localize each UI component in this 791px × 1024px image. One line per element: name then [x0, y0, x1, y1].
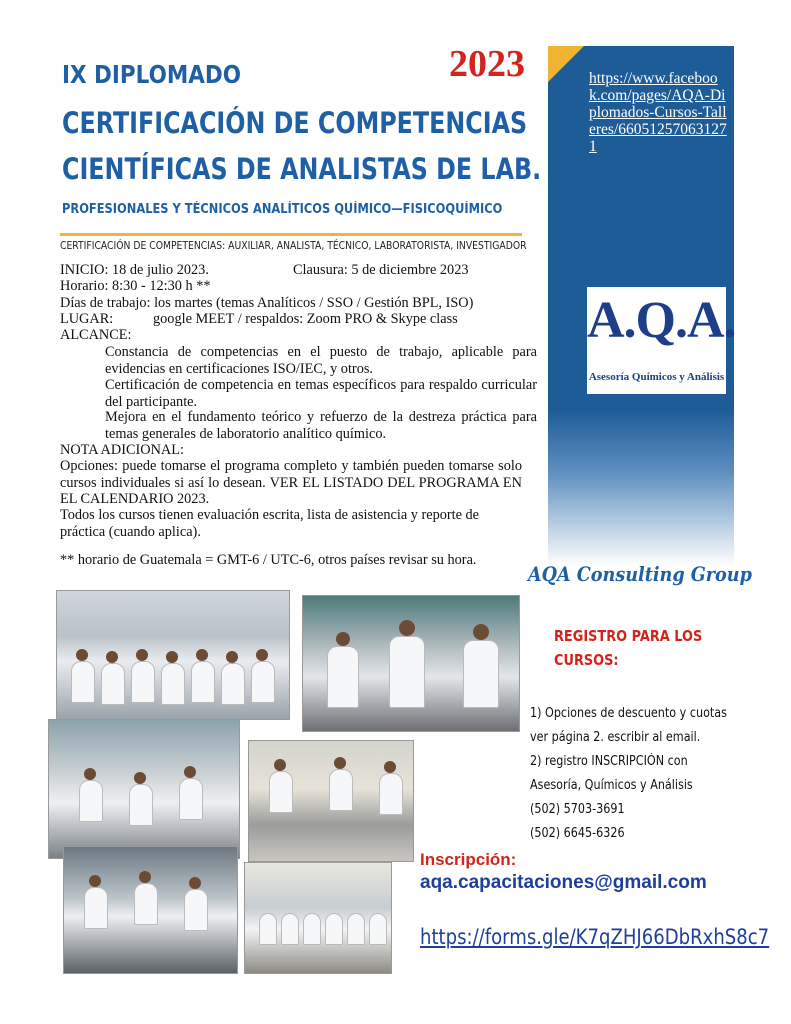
- scope-item: Constancia de competencias en el puesto de trabajo, aplicable para evidencias en certificaciones ISO/IEC, y otros.: [105, 344, 537, 377]
- start-date: INICIO: 18 de julio 2023.: [60, 262, 209, 278]
- phone-number: (502) 5703-3691: [530, 802, 625, 817]
- lab-work-photo: [63, 846, 238, 974]
- competencies-subheading: CERTIFICACIÓN DE COMPETENCIAS: AUXILIAR, ANALISTA, TÉCNICO, LABORATORISTA, INVESTIGADOR: [60, 240, 527, 252]
- work-days: Días de trabajo: los martes (temas Analíticos / SSO / Gestión BPL, ISO): [60, 295, 474, 311]
- samples-table-photo: [248, 740, 414, 862]
- lab-practice-photo: [302, 595, 520, 732]
- location-label: LUGAR:: [60, 311, 114, 327]
- scope-label: ALCANCE:: [60, 327, 132, 343]
- timezone-footnote: ** horario de Guatemala = GMT-6 / UTC-6, otros países revisar su hora.: [60, 552, 477, 568]
- registration-item: Asesoría, Químicos y Análisis: [530, 778, 693, 793]
- registration-item: 2) registro INSCRIPCIÓN con: [530, 754, 688, 769]
- registration-title-line: REGISTRO PARA LOS: [554, 627, 703, 645]
- year-label: 2023: [449, 43, 525, 85]
- lab-group-photo: [56, 590, 290, 720]
- email-link[interactable]: aqa.capacitaciones@gmail.com: [420, 872, 707, 893]
- phone-number: (502) 6645-6326: [530, 826, 625, 841]
- registration-title: [554, 624, 702, 672]
- facebook-link[interactable]: https://www.facebook.com/pages/AQA-Diplomados-Cursos-Talleres/660512570631271: [589, 70, 727, 155]
- options-text: Opciones: puede tomarse el programa completo y también pueden tomarse solo cursos individuales si así lo desean. VER EL LISTADO DEL PROGRAMA EN EL CALENDARIO 2023.: [60, 458, 522, 507]
- registration-item: 1) Opciones de descuento y cuotas: [530, 706, 727, 721]
- title-line-1: IX DIPLOMADO: [62, 60, 242, 89]
- location-value: google MEET / respaldos: Zoom PRO & Skype class: [153, 311, 458, 327]
- registration-item: ver página 2. escribir al email.: [530, 730, 701, 745]
- closing-date: Clausura: 5 de diciembre 2023: [293, 262, 469, 278]
- registration-title-line: CURSOS:: [554, 651, 619, 669]
- title-line-2: CERTIFICACIÓN DE COMPETENCIAS: [62, 106, 528, 140]
- title-line-3: CIENTÍFICAS DE ANALISTAS DE LAB.: [62, 152, 542, 186]
- evaluation-text: Todos los cursos tienen evaluación escrita, lista de asistencia y reporte de práctica (cuando aplica).: [60, 507, 480, 540]
- yellow-divider: [60, 233, 522, 236]
- aqa-logo: [587, 287, 736, 394]
- registration-form-link[interactable]: https://forms.gle/K7qZHJ66DbRxhS8c7: [420, 925, 770, 949]
- graduates-group-photo: [244, 862, 392, 974]
- inscription-label: Inscripción:: [420, 850, 517, 869]
- scope-item: Certificación de competencia en temas específicos para respaldo curricular del participante.: [105, 377, 537, 410]
- lab-class-photo: [48, 719, 240, 859]
- logo-text: A.Q.A.: [587, 292, 736, 349]
- group-name: AQA Consulting Group: [528, 562, 752, 586]
- logo-subtext: Asesoría Químicos y Análisis: [588, 371, 725, 383]
- schedule: Horario: 8:30 - 12:30 h **: [60, 278, 211, 294]
- corner-triangle: [548, 46, 584, 82]
- scope-item: Mejora en el fundamento teórico y refuerzo de la destreza práctica para temas generales de laboratorio analítico químico.: [105, 409, 537, 442]
- title-subline: PROFESIONALES Y TÉCNICOS ANALÍTICOS QUÍMICO—FISICOQUÍMICO: [62, 202, 503, 217]
- additional-note-label: NOTA ADICIONAL:: [60, 442, 184, 458]
